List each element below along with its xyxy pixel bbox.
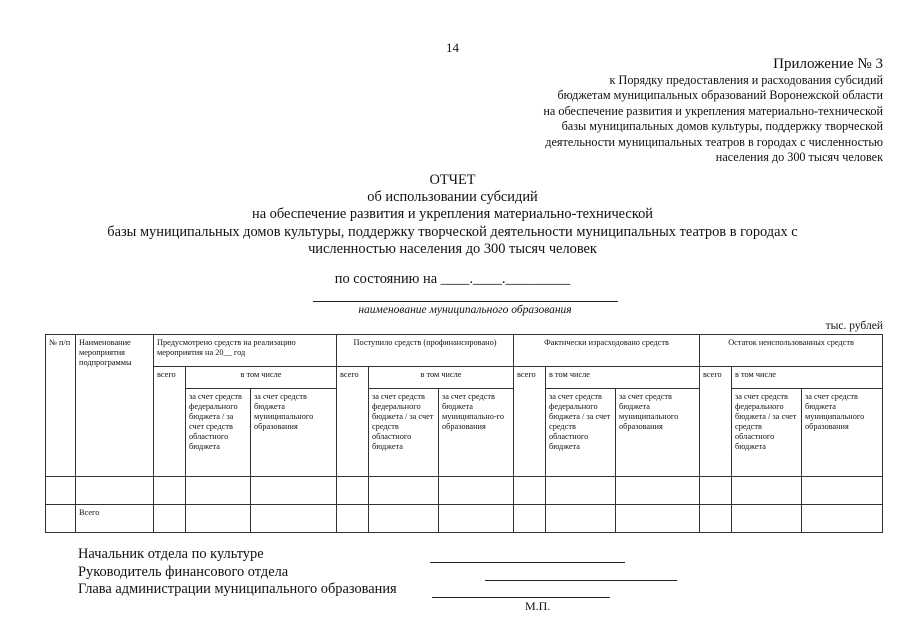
units-label: тыс. рублей [825,320,883,332]
header-including: в том числе [732,367,883,389]
header-total: всего [514,367,546,477]
report-table [45,334,883,533]
appendix-line: на обеспечение развития и укрепления материально-технической [543,103,883,118]
total-row-label: Всего [76,505,154,533]
header-municipal: за счет средств бюджета муниципально-го образования [439,389,514,477]
header-remaining: Остаток неиспользованных средств [700,335,883,367]
report-subtitle-line: об использовании субсидий [367,189,538,206]
header-received: Поступило средств (профинансировано) [337,335,514,367]
appendix-title: Приложение № 3 [773,56,883,72]
page-number: 14 [446,40,459,55]
header-including: в том числе [546,367,700,389]
header-activity-name: Наименование мероприятия подпрограммы [76,335,154,477]
header-federal-regional: за счет средств федерального бюджета / за счет средств областного бюджета [369,389,439,477]
report-title: ОТЧЕТ [429,172,476,188]
header-spent: Фактически израсходовано средств [514,335,700,367]
appendix-line: деятельности муниципальных театров в городах с численностью [545,134,883,149]
appendix-line: к Порядку предоставления и расходования субсидий [609,73,883,87]
signature-finance-head: Руководитель финансового отдела [78,564,289,580]
header-including: в том числе [369,367,514,389]
header-including: в том числе [186,367,337,389]
header-planned: Предусмотрено средств на реализацию мероприятия на 20__ год [154,335,337,367]
stamp-placeholder: М.П. [525,599,551,613]
header-total: всего [337,367,369,477]
report-subtitle-line: базы муниципальных домов культуры, поддержку творческой деятельности муниципальных театров в городах с [107,223,798,240]
signature-line [430,562,625,563]
table-total-row [46,505,883,533]
appendix-reference [543,73,883,165]
report-subtitle-line: на обеспечение развития и укрепления материально-технической [252,206,653,223]
table-row [46,477,883,505]
table-header-row [46,367,883,389]
header-federal-regional: за счет средств федерального бюджета / за счет средств областного бюджета [186,389,251,477]
appendix-line: бюджетам муниципальных образований Воронежской области [557,88,883,103]
municipality-blank-line [313,301,618,302]
as-of-date: по состоянию на ____.____._________ [334,271,571,287]
header-municipal: за счет средств бюджета муниципального образования [616,389,700,477]
signature-line [485,580,677,581]
report-subtitle-line: численностью населения до 300 тысяч человек [308,240,597,257]
appendix-line: населения до 300 тысяч человек [715,150,883,165]
report-heading [0,172,905,258]
header-municipal: за счет средств бюджета муниципального образования [251,389,337,477]
header-number: № п/п [46,335,76,477]
municipality-label: наименование муниципального образования [358,304,572,316]
header-federal-regional: за счет средств федерального бюджета / за счет средств областного бюджета [732,389,802,477]
signature-culture-head: Начальник отдела по культуре [78,546,264,562]
header-total: всего [154,367,186,477]
signature-admin-head: Глава администрации муниципального образования [78,581,397,597]
header-municipal: за счет средств бюджета муниципального образования [802,389,883,477]
table-header-row [46,335,883,367]
signature-line [432,597,610,598]
appendix-line: базы муниципальных домов культуры, поддержку творческой [561,119,883,134]
header-total: всего [700,367,732,477]
header-federal-regional: за счет средств федерального бюджета / за счет средств областного бюджета [546,389,616,477]
